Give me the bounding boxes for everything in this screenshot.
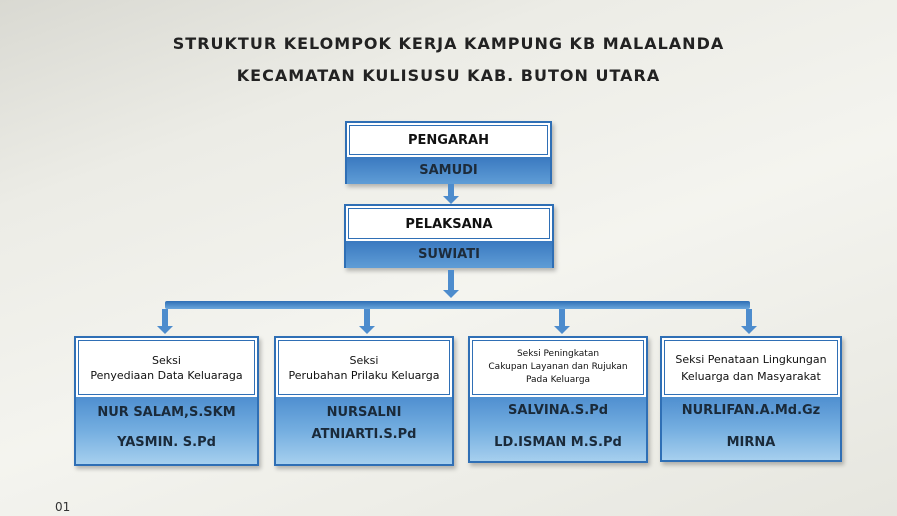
section-members-2 xyxy=(276,397,452,464)
section-member: NURLIFAN.A.Md.Gz xyxy=(681,403,821,418)
section-members-1 xyxy=(76,397,257,464)
section-member: NUR SALAM,S.SKM xyxy=(97,405,236,420)
arrow-to-section-2 xyxy=(362,309,372,334)
section-member: LD.ISMAN M.S.Pd xyxy=(494,435,622,450)
pengarah-box xyxy=(345,121,552,184)
section-box-1 xyxy=(74,336,259,466)
section-title-1 xyxy=(78,340,255,395)
section-title-3 xyxy=(472,340,644,395)
pelaksana-name: SUWIATI xyxy=(346,241,552,268)
arrow-pelaksana-to-bar xyxy=(446,270,456,298)
section-box-4 xyxy=(660,336,842,462)
section-title-line: Seksi xyxy=(152,353,181,367)
page-number: 01 xyxy=(55,500,71,514)
section-member: NURSALNI xyxy=(326,405,402,420)
section-title-line: Cakupan Layanan dan Rujukan xyxy=(488,362,628,372)
section-members-3 xyxy=(470,397,646,461)
arrow-to-section-1 xyxy=(160,309,170,334)
pengarah-name: SAMUDI xyxy=(347,157,550,184)
section-title-line: Perubahan Prilaku Keluarga xyxy=(288,368,440,382)
pelaksana-role: PELAKSANA xyxy=(348,208,550,239)
chart-title-line-2: KECAMATAN KULISUSU KAB. BUTON UTARA xyxy=(236,66,661,85)
chart-title-line-1: STRUKTUR KELOMPOK KERJA KAMPUNG KB MALALANDA xyxy=(172,34,725,53)
pelaksana-box xyxy=(344,204,554,268)
section-title-line: Penyediaan Data Keluaraga xyxy=(90,368,243,382)
section-member: YASMIN. S.Pd xyxy=(117,435,216,450)
section-title-4 xyxy=(664,340,838,395)
section-title-line: Pada Keluarga xyxy=(525,375,591,385)
section-member: SALVINA.S.Pd xyxy=(507,403,609,418)
section-box-2 xyxy=(274,336,454,466)
arrow-to-section-4 xyxy=(744,309,754,334)
arrow-pengarah-to-pelaksana xyxy=(446,184,456,204)
connector-bar xyxy=(165,301,750,309)
arrow-to-section-3 xyxy=(557,309,567,334)
section-member: MIRNA xyxy=(726,435,776,450)
section-title-line: Seksi xyxy=(349,353,379,367)
section-members-4 xyxy=(662,397,840,460)
section-title-line: Seksi Peningkatan xyxy=(516,349,600,359)
section-title-line: Keluarga dan Masyarakat xyxy=(681,369,821,383)
section-box-3 xyxy=(468,336,648,463)
section-member: ATNIARTI.S.Pd xyxy=(311,427,417,442)
section-title-2 xyxy=(278,340,450,395)
section-title-line: Seksi Penataan Lingkungan xyxy=(675,352,827,366)
pengarah-role: PENGARAH xyxy=(349,125,548,155)
